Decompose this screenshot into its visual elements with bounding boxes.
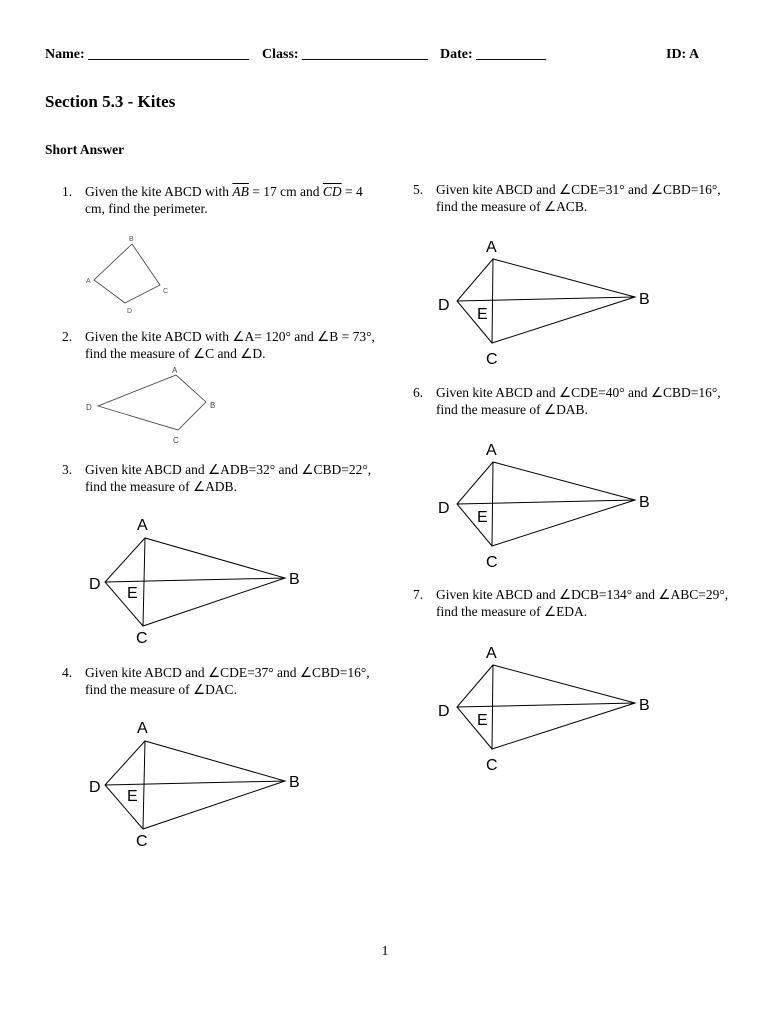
vertex-label-c: C xyxy=(486,351,498,368)
question-4 xyxy=(62,664,392,704)
vertex-label-e: E xyxy=(127,585,138,602)
vertex-label-d: D xyxy=(127,308,133,315)
vertex-label-c: C xyxy=(136,630,148,647)
kite-figure-3 xyxy=(85,512,315,652)
question-1 xyxy=(62,183,392,223)
question-text-part: = 17 cm and xyxy=(248,184,323,199)
kite-figure-2 xyxy=(80,362,240,452)
kite-figure-4 xyxy=(85,715,315,855)
vertex-label-d: D xyxy=(438,297,450,314)
diagonal-ac xyxy=(492,462,493,546)
kite-figure-1 xyxy=(80,230,190,320)
diagonal-db xyxy=(457,297,635,301)
date-field[interactable]: Date: __________ xyxy=(440,47,547,62)
vertex-label-b: B xyxy=(129,236,134,243)
question-6 xyxy=(413,384,743,424)
question-7 xyxy=(413,586,743,626)
question-text: Given kite ABCD and ∠CDE=31° and ∠CBD=16°, find the measure of ∠ACB. xyxy=(436,182,721,214)
question-number: 3. xyxy=(62,462,73,477)
vertex-label-c: C xyxy=(486,757,498,774)
kite-figure-7 xyxy=(425,636,665,776)
vertex-label-b: B xyxy=(289,774,300,791)
question-text: Given kite ABCD and ∠DCB=134° and ∠ABC=29°, find the measure of ∠EDA. xyxy=(436,587,729,619)
question-number: 2. xyxy=(62,329,73,344)
kite-figure-6 xyxy=(425,433,665,573)
question-text: Given kite ABCD and ∠CDE=40° and ∠CBD=16°, find the measure of ∠DAB. xyxy=(436,385,721,417)
question-5 xyxy=(413,181,743,221)
vertex-label-e: E xyxy=(477,306,488,323)
page-number: 1 xyxy=(381,944,389,959)
kite-outline xyxy=(105,741,285,829)
vertex-label-d: D xyxy=(438,500,450,517)
vertex-label-a: A xyxy=(486,645,497,662)
question-text xyxy=(85,183,385,217)
vertex-label-a: A xyxy=(86,278,91,285)
vertex-label-a: A xyxy=(486,239,497,256)
question-text: Given kite ABCD and ∠CDE=37° and ∠CBD=16°, find the measure of ∠DAC. xyxy=(85,665,370,697)
vertex-label-b: B xyxy=(210,401,216,410)
kite-outline xyxy=(94,244,160,303)
vertex-label-c: C xyxy=(163,288,169,295)
vertex-label-a: A xyxy=(486,442,497,459)
diagonal-db xyxy=(105,578,285,582)
vertex-label-e: E xyxy=(477,509,488,526)
class-field[interactable]: Class: __________________ xyxy=(262,47,429,62)
question-text: Given the kite ABCD with ∠A= 120° and ∠B = 73°, find the measure of ∠C and ∠D. xyxy=(85,329,375,361)
diagonal-ac xyxy=(143,538,145,626)
vertex-label-a: A xyxy=(137,517,148,534)
kite-figure-5 xyxy=(425,230,665,370)
vertex-label-d: D xyxy=(89,779,101,796)
vertex-label-b: B xyxy=(289,571,300,588)
kite-outline xyxy=(457,665,635,749)
segment-ab: $\overline{AB}$ xyxy=(232,184,249,199)
name-field[interactable]: Name: _______________________ xyxy=(45,47,250,62)
kite-outline xyxy=(457,259,635,343)
kite-outline xyxy=(105,538,285,626)
vertex-label-a: A xyxy=(172,366,178,375)
kite-outline xyxy=(98,375,206,430)
vertex-label-d: D xyxy=(86,403,92,412)
question-number: 6. xyxy=(413,385,424,400)
question-number: 1. xyxy=(62,184,73,199)
diagonal-ac xyxy=(492,259,493,343)
question-text-part: = 4 cm, find the perimeter. xyxy=(85,184,363,216)
diagonal-db xyxy=(105,781,285,785)
vertex-label-e: E xyxy=(127,788,138,805)
diagonal-ac xyxy=(492,665,493,749)
section-subtitle: Short Answer xyxy=(45,142,125,157)
vertex-label-b: B xyxy=(639,697,650,714)
vertex-label-a: A xyxy=(137,720,148,737)
question-number: 5. xyxy=(413,182,424,197)
diagonal-db xyxy=(457,703,635,707)
vertex-label-d: D xyxy=(438,703,450,720)
vertex-label-b: B xyxy=(639,494,650,511)
question-text: Given kite ABCD and ∠ADB=32° and ∠CBD=22°, find the measure of ∠ADB. xyxy=(85,462,372,494)
segment-cd: $\overline{CD}$ xyxy=(322,184,342,199)
diagonal-ac xyxy=(143,741,145,829)
question-number: 7. xyxy=(413,587,424,602)
question-3 xyxy=(62,461,392,501)
vertex-label-c: C xyxy=(173,436,179,445)
vertex-label-e: E xyxy=(477,712,488,729)
question-text-part: Given the kite ABCD with xyxy=(85,184,233,199)
section-title: Section 5.3 - Kites xyxy=(45,92,176,111)
kite-outline xyxy=(457,462,635,546)
diagonal-db xyxy=(457,500,635,504)
vertex-label-d: D xyxy=(89,576,101,593)
vertex-label-c: C xyxy=(486,554,498,571)
vertex-label-c: C xyxy=(136,833,148,850)
question-number: 4. xyxy=(62,665,73,680)
vertex-label-b: B xyxy=(639,291,650,308)
id-label: ID: A xyxy=(666,47,700,62)
